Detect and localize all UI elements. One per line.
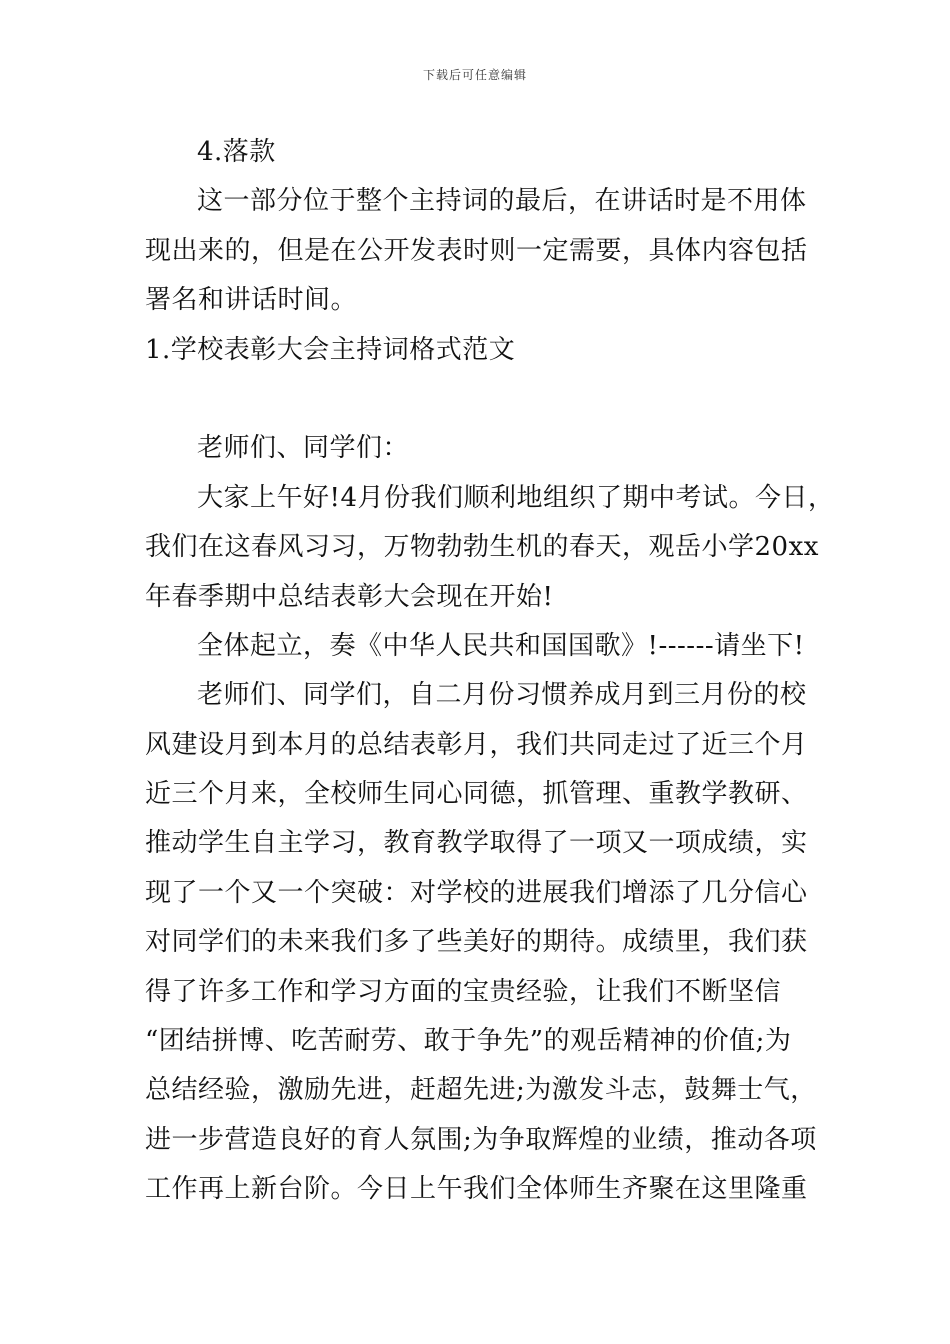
blank-line [145, 375, 815, 424]
section-heading: 4.落款 [197, 137, 276, 167]
salutation: 老师们、同学们： [197, 433, 410, 464]
paragraph-line: 署名和讲话时间。 [145, 285, 358, 316]
document-body [145, 128, 835, 1215]
paragraph-line: 风建设月到本月的总结表彰月，我们共同走过了近三个月 [145, 729, 808, 760]
paragraph-line: 现出来的，但是在公开发表时则一定需要，具体内容包括 [145, 235, 808, 266]
page-header-note: 下载后可任意编辑 [422, 68, 527, 82]
paragraph-line: 推动学生自主学习，教育教学取得了一项又一项成绩，实 [145, 828, 808, 859]
paragraph-line: 老师们、同学们，自二月份习惯养成月到三月份的校 [197, 680, 807, 711]
paragraph-line: 进一步营造良好的育人氛围;为争取辉煌的业绩，推动各项 [145, 1124, 817, 1155]
paragraph-line: 年春季期中总结表彰大会现在开始! [145, 581, 554, 612]
paragraph-line: 现了一个又一个突破：对学校的进展我们增添了几分信心 [145, 877, 808, 908]
paragraph-line: 全体起立，奏《中华人民共和国国歌》!------请坐下! [197, 630, 805, 661]
paragraph-line: 大家上午好!4月份我们顺利地组织了期中考试。今日， [197, 482, 835, 513]
paragraph-line: 对同学们的未来我们多了些美好的期待。成绩里，我们获 [145, 927, 808, 958]
paragraph-line: 近三个月来，全校师生同心同德，抓管理、重教学教研、 [145, 779, 808, 810]
paragraph-line: 我们在这春风习习，万物勃勃生机的春天，观岳小学20xx [145, 532, 819, 563]
paragraph-line: 总结经验，激励先进，赶超先进;为激发斗志，鼓舞士气， [145, 1075, 817, 1106]
paragraph-line: 工作再上新台阶。今日上午我们全体师生齐聚在这里隆重 [145, 1174, 808, 1205]
paragraph-line: “团结拼博、吃苦耐劳、敢于争先”的观岳精神的价值;为 [145, 1026, 792, 1057]
paragraph-line: 这一部分位于整个主持词的最后，在讲话时是不用体 [197, 186, 807, 217]
paragraph-line: 得了许多工作和学习方面的宝贵经验，让我们不断坚信 [145, 976, 782, 1007]
section-title: 1.学校表彰大会主持词格式范文 [145, 334, 516, 365]
